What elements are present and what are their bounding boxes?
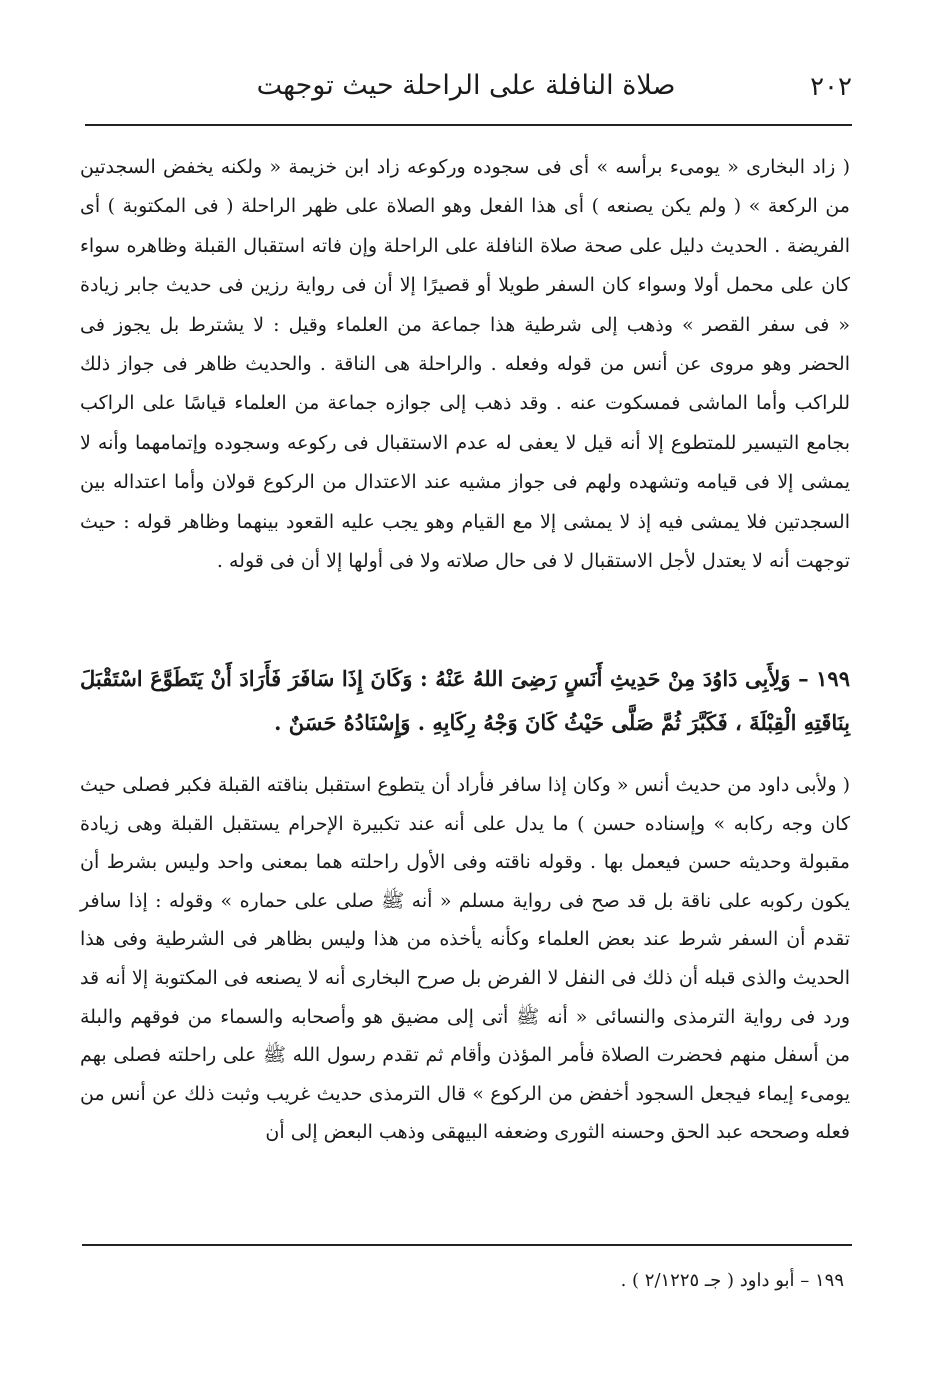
header-rule	[85, 124, 852, 126]
footnote-rule	[82, 1244, 852, 1246]
page-header	[80, 70, 852, 114]
running-title: صلاة النافلة على الراحلة حيث توجهت	[256, 70, 676, 101]
commentary-paragraph-2: ( ولأبى داود من حديث أنس « وكان إذا سافر فأراد أن يتطوع استقبل بناقته القبلة فكبر فصلى حيث كان وجه ركابه » وإسناده حسن ) ما يدل على أنه عند تكبيرة الإحرام يستقبل القبلة وهى زيادة مقبولة وحديثه حسن فيعمل بها . وقوله ناقته وفى الأول راحلته هما بمعنى واحد وليس بشرط أن يكون ركوبه على ناقة بل قد صح فى رواية مسلم « أنه ﷺ صلى على حماره » وقوله : إذا سافر تقدم أن السفر شرط عند بعض العلماء وكأنه يأخذه من هذا وليس بظاهر فى الشرطية وفى هذا الحديث والذى قبله أن ذلك فى النفل لا الفرض بل صرح البخارى أنه لا يصنعه فى المكتوبة إلا أنه قد ورد فى رواية الترمذى والنسائى « أنه ﷺ أتى إلى مضيق هو وأصحابه والسماء من فوقهم والبلة من أسفل منهم فحضرت الصلاة فأمر المؤذن وأقام ثم تقدم رسول الله ﷺ على راحلته فصلى بهم يومىء إيماء فيجعل السجود أخفض من الركوع » قال الترمذى حديث غريب وثبت ذلك عن أنس من فعله وصححه عبد الحق وحسنه الثورى وضعفه البيهقى وذهب البعض إلى أن	[80, 774, 850, 1144]
footnote: ١٩٩ – أبو داود ( جـ ٢/١٢٢٥ ) .	[620, 1270, 844, 1291]
page-number: ٢٠٢	[810, 72, 852, 102]
commentary-paragraph: ( زاد البخارى « يومىء برأسه » أى فى سجوده وركوعه زاد ابن خزيمة « ولكنه يخفض السجدتين من الركعة » ( ولم يكن يصنعه ) أى هذا الفعل وهو الصلاة على ظهر الراحلة ( فى المكتوبة ) أى الفريضة . الحديث دليل على صحة صلاة النافلة على الراحلة وإن فاته استقبال القبلة وظاهره سواء كان على محمل أولا وسواء كان السفر طويلا أو قصيرًا إلا أن فى رواية رزين فى حديث جابر زيادة « فى سفر القصر » وذهب إلى شرطية هذا جماعة من العلماء وقيل : لا يشترط بل يجوز فى الحضر وهو مروى عن أنس من قوله وفعله . والراحلة هى الناقة . والحديث ظاهر فى جواز ذلك للراكب وأما الماشى فمسكوت عنه . وقد ذهب إلى جوازه جماعة من العلماء قياسًا على الراكب بجامع التيسير للمتطوع إلا أنه قيل لا يعفى له عدم الاستقبال فى ركوعه وسجوده وإتمامهما وأنه لا يمشى إلا فى قيامه وتشهده ولهم فى جواز مشيه عند الاعتدال من الركوع قولان وأما اعتداله بين السجدتين فلا يمشى فيه إذ لا يمشى إلا مع القيام وهو يجب عليه القعود بينهما وظاهر قوله : حيث توجهت أنه لا يعتدل لأجل الاستقبال لا فى حال صلاته ولا فى أولها إلا أن فى قوله .	[80, 156, 850, 573]
hadith-199: ١٩٩ – وَلِأَبِى دَاوُدَ مِنْ حَدِيثِ أَنَسٍ رَضِىَ اللهُ عَنْهُ : وَكَانَ إِذَا سَافَرَ فَأَرَادَ أَنْ يَتَطَوَّعَ اسْتَقْبَلَ بِنَاقَتِهِ الْقِبْلَةَ ، فَكَبَّرَ ثُمَّ صَلَّى حَيْثُ كَانَ وَجْهُ رِكَابِهِ . وَإِسْنَادُهُ حَسَنٌ .	[80, 666, 850, 735]
